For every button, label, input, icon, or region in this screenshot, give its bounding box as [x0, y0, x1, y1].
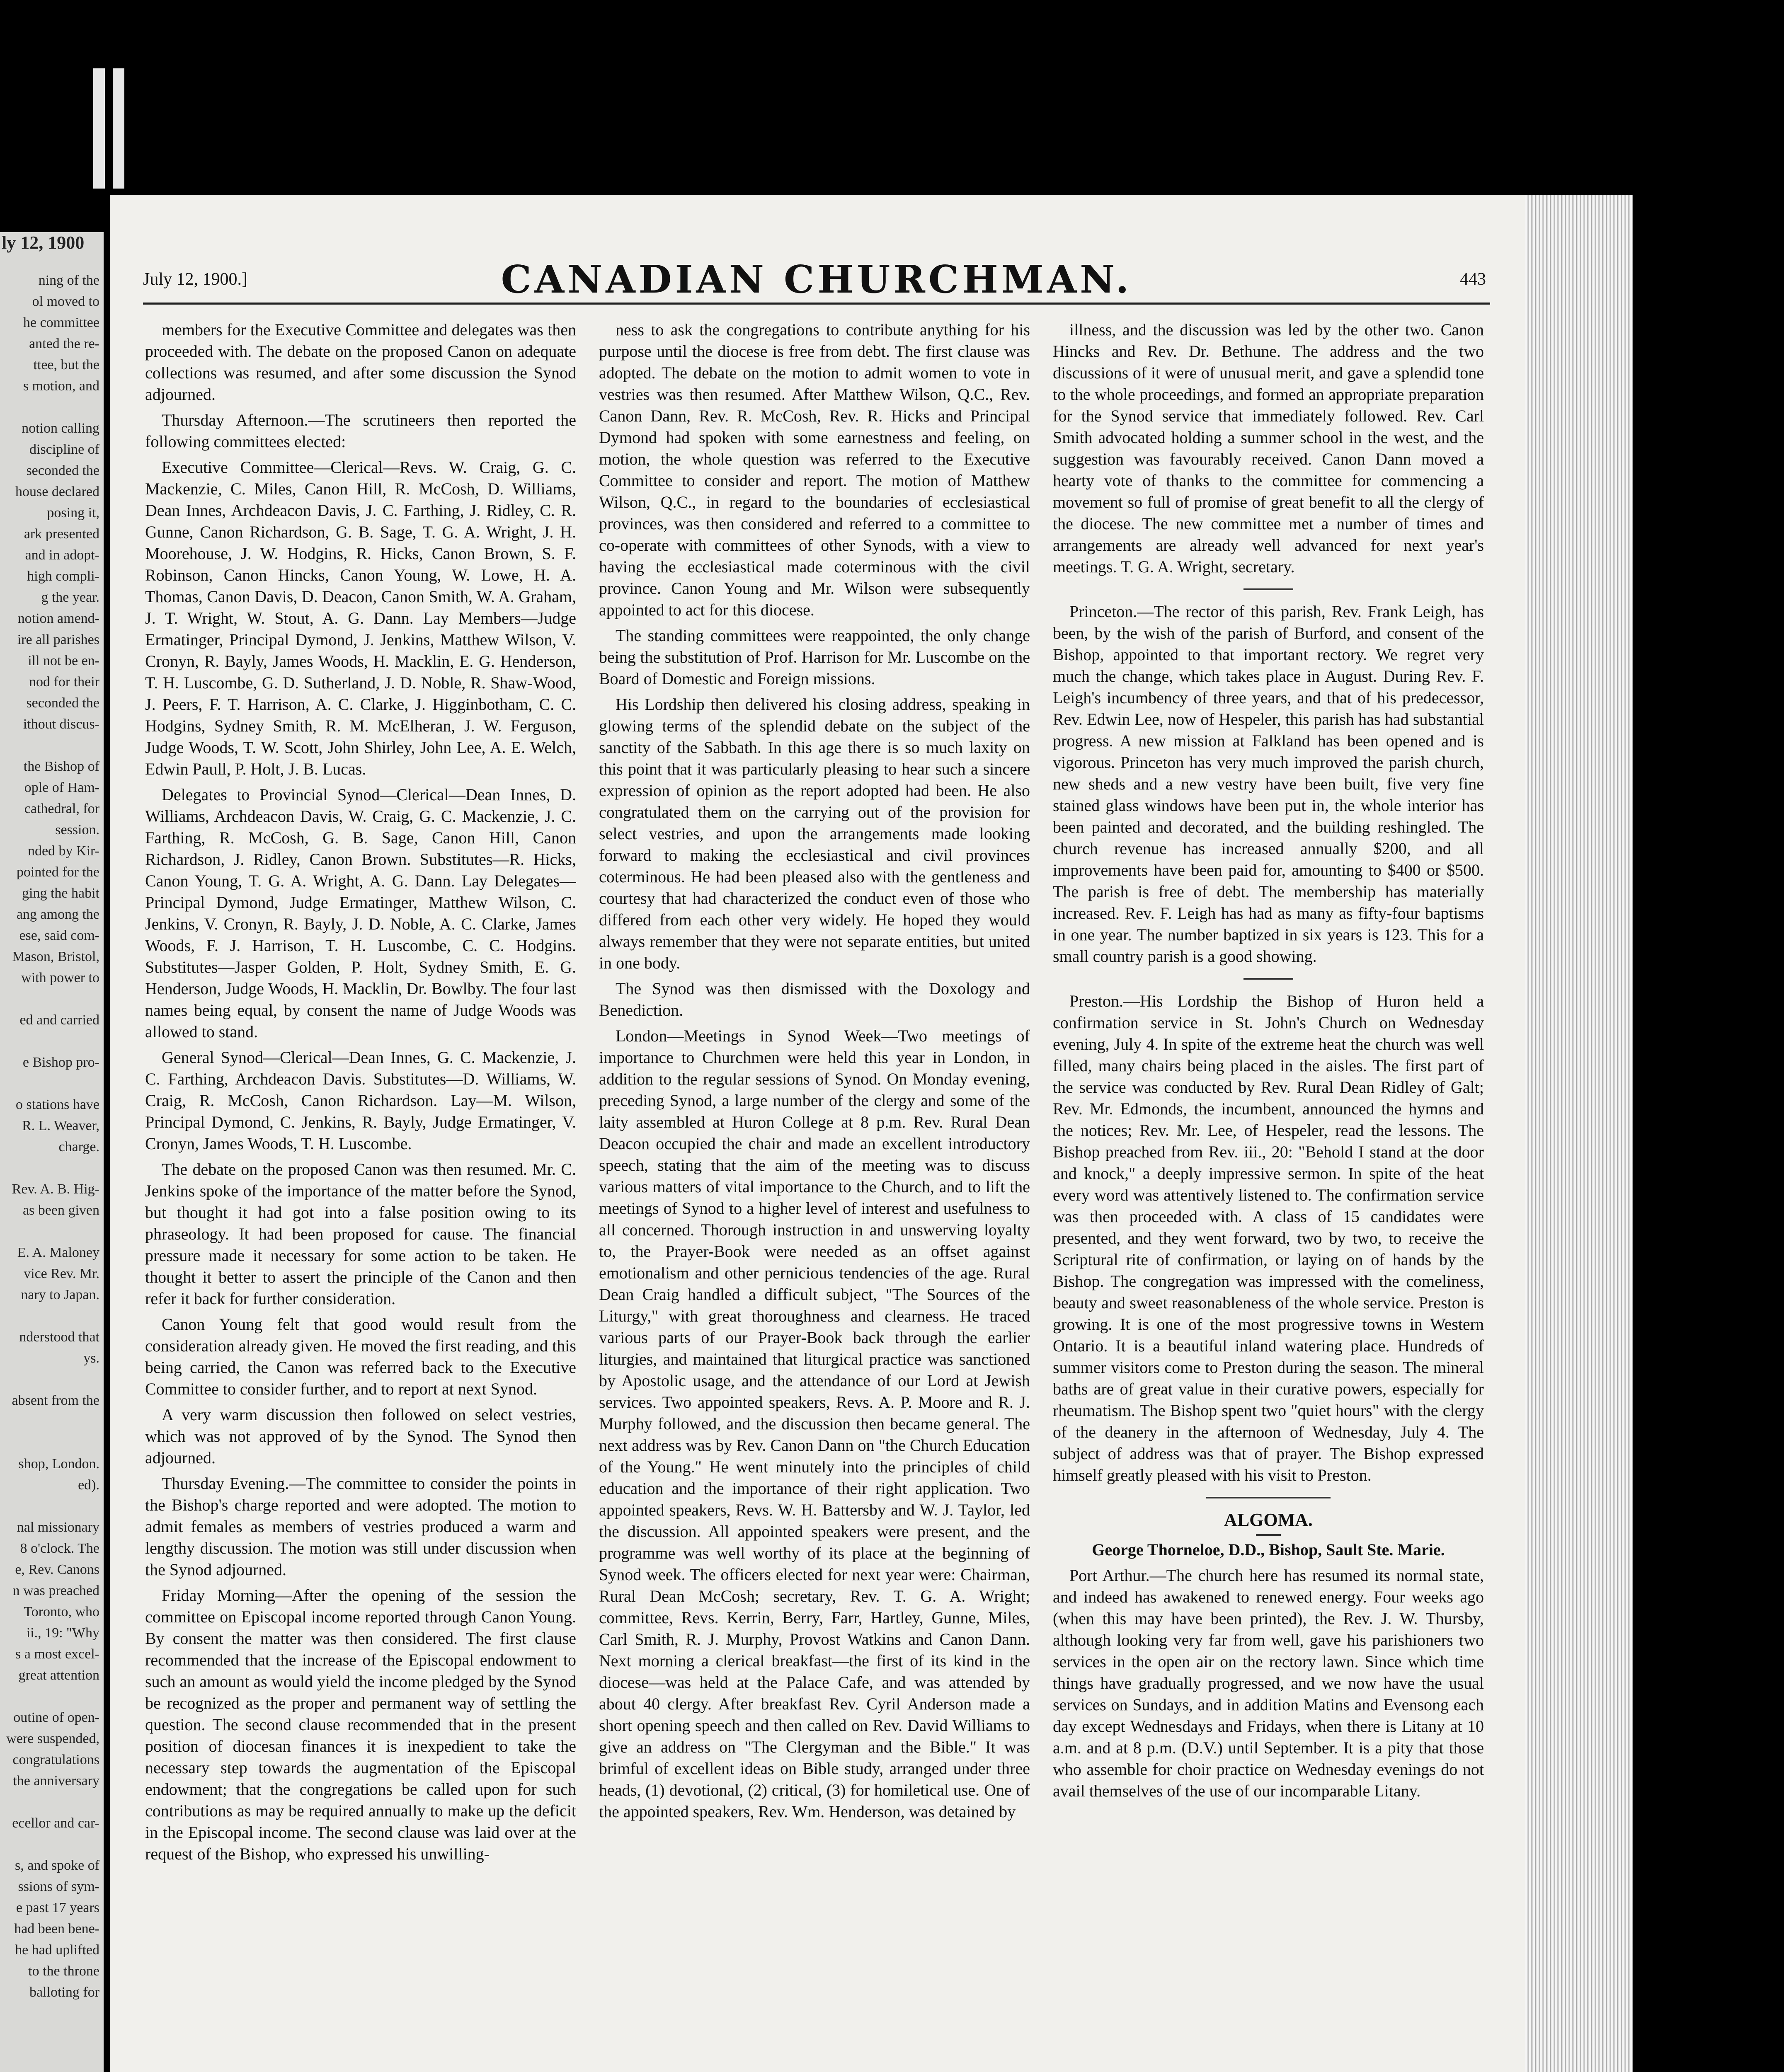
- left-page-fragment-line: [0, 1305, 104, 1326]
- left-page-fragment-line: Rev. A. B. Hig-: [12, 1181, 99, 1197]
- scanner-mark-top-left-1: [93, 68, 105, 189]
- left-page-fragment-line: ys.: [83, 1351, 99, 1366]
- left-page-fragment-line: [0, 1031, 104, 1052]
- left-page-fragment-line: [0, 1073, 104, 1094]
- left-page-fragment-line: nod for their: [29, 674, 99, 690]
- left-page-fragment-line: and in adopt-: [25, 547, 99, 563]
- section-divider: [1206, 1497, 1331, 1498]
- column-3-paragraph: Princeton.—The rector of this parish, Rev. Frank Leigh, has been, by the wish of the parish of Burford, and consent of the Bishop, appointed to that important rectory. We regret very much the change, which takes place in August. During Rev. F. Leigh's incumbency of three years, and that of his predecessor, Rev. Edwin Lee, now of Hespeler, this parish has had substantial progress. A new mission at Falkland has been opened and is vigorous. Princeton has very much improved the parish church, new sheds and a new vestry have been built, five very fine stained glass windows have been put in, the whole interior has been painted and decorated, and the building reshingled. The church revenue has increased annually $200, and all improvements have been paid for, amounting to $400 or $500. The parish is free of debt. The membership has materially increased. Rev. F. Leigh has had as many as fifty-four baptisms in one year. The number baptized in six years is 123. This for a small country parish is a good showing.: [1053, 602, 1484, 966]
- left-page-fragment-line: seconded the: [26, 463, 99, 478]
- column-1-paragraph: Executive Committee—Clerical—Revs. W. Craig, G. C. Mackenzie, C. Miles, Canon Hill, R. McCosh, D. Williams, Dean Innes, Archdeacon Davis, J. C. Farthing, J. Ridley, C. R. Gunne, Canon Richardson, G. B. Sage, T. G. A. Wright, J. H. Moorehouse, J. W. Hodgins, R. Hicks, Canon Brown, S. F. Robinson, Canon Hincks, Canon Young, W. Lowe, H. A. Thomas, Canon Davis, D. Deacon, Canon Smith, W. A. Graham, J. T. Wright, W. Stout, A. G. Dann. Lay Members—Judge Ermatinger, Principal Dymond, J. Jenkins, Matthew Wilson, V. Cronyn, R. Bayly, James Woods, H. Macklin, E. G. Henderson, T. H. Luscombe, G. D. Sutherland, J. D. Noble, R. Shaw-Wood, J. Peers, F. T. Harrison, A. C. Clarke, J. Higginbotham, C. C. Hodgins, Sydney Smith, R. M. McElheran, J. W. Ferguson, Judge Woods, T. W. Scott, John Shirley, John Lee, A. E. Welch, Edwin Paull, P. Holt, J. B. Lucas.: [145, 458, 576, 778]
- left-page-fragment-line: had been bene-: [14, 1921, 99, 1936]
- page-number: 443: [1460, 270, 1486, 289]
- column-1-paragraph: A very warm discussion then followed on select vestries, which was not approved of by the Synod. The Synod then adjourned.: [145, 1405, 576, 1467]
- left-page-fragment-line: s motion, and: [23, 378, 99, 394]
- left-page-fragment-line: E. A. Maloney: [17, 1245, 99, 1260]
- newspaper-page: [110, 195, 1525, 2072]
- left-page-fragment-line: absent from the: [12, 1393, 99, 1408]
- left-page-fragment-line: cathedral, for: [24, 801, 99, 816]
- left-page-fragment-line: ii., 19: "Why: [26, 1625, 99, 1641]
- column-1-paragraph: Canon Young felt that good would result from the consideration already given. He moved the first reading, and this being carried, the Canon was referred back to the Executive Committee to consider further, and to report at next Synod.: [145, 1315, 576, 1398]
- left-page-fragment-line: nded by Kir-: [27, 843, 99, 859]
- column-3-paragraph: Preston.—His Lordship the Bishop of Huron held a confirmation service in St. John's Church on Wednesday evening, July 4. In spite of the extreme heat the church was well filled, many chairs being placed in the aisles. The first part of the service was conducted by Rev. Rural Dean Ridley of Galt; Rev. Mr. Edmonds, the incumbent, announced the hymns and the notices; Rev. Mr. Lee, of Hespeler, read the lessons. The Bishop preached from Rev. iii., 20: "Behold I stand at the door and knock," a deeply impressive sermon. In spite of the heat every word was attentively listened to. The confirmation service was then proceeded with. A class of 15 candidates were presented, and they went forward, two by two, to receive the Scriptural rite of confirmation, or laying on of hands by the Bishop. The congregation was impressed with the comeliness, beauty and sweet reasonableness of the whole service. Preston is growing. It is one of the most progressive towns in Western Ontario. It is a beautiful inland watering place. Hundreds of summer visitors come to Preston during the season. The mineral baths are of great value in their curative powers, especially for rheumatism. The Bishop spent two "quiet hours" with the clergy of the deanery in the afternoon of Wednesday, July 4. The subject of address was that of prayer. The Bishop expressed himself greatly pleased with his visit to Preston.: [1053, 992, 1484, 1484]
- issue-date: July 12, 1900.]: [143, 270, 247, 289]
- left-page-fragment-line: [0, 1411, 104, 1432]
- left-page-fragment-line: seconded the: [26, 695, 99, 711]
- left-page-fragment-line: ging the habit: [22, 886, 99, 901]
- left-page-fragment-line: s, and spoke of: [15, 1858, 99, 1873]
- left-page-fragment-line: congratulations: [12, 1752, 99, 1767]
- column-1-paragraph: Friday Morning—After the opening of the session the committee on Episcopal income reported through Canon Young. By consent the matter was then considered. The first clause recommended that the increase of the Episcopal endowment to such an amount as would yield the income pledged by the Synod be recognized as the proper and permanent way of settling the question. The second clause recommended that in the present position of diocesan finances it is inexpedient to take the necessary step towards the augmentation of the Episcopal endowment; that the congregations be called upon for such contributions as may be required annually to make up the deficit in the Episcopal income. The second clause was laid over at the request of the Bishop, who expressed his unwilling-: [145, 1586, 576, 1863]
- section-heading: ALGOMA.: [1224, 1510, 1313, 1530]
- left-page-fragment-line: notion amend-: [17, 611, 99, 626]
- left-page-fragment-line: ithout discus-: [23, 716, 99, 732]
- left-page-fragment-line: [0, 397, 104, 418]
- left-page-fragment-line: e Bishop pro-: [22, 1055, 99, 1070]
- column-2: [599, 319, 1030, 2072]
- column-3: [1053, 319, 1484, 2072]
- left-page-fragment-line: the Bishop of: [23, 759, 99, 774]
- column-2-paragraph: ness to ask the congregations to contribute anything for his purpose until the diocese is free from debt. The first clause was adopted. The debate on the motion to admit women to vote in vestries was then resumed. After Matthew Wilson, Q.C., Rev. Canon Dann, Rev. R. McCosh, Rev. R. Hicks and Principal Dymond had spoken with some earnestness and feeling, on motion, the whole question was referred to the Executive Committee to consider and report. The motion of Matthew Wilson, Q.C., in regard to the boundaries of ecclesiastical provinces, was then considered and referred to a committee to co-operate with committees of other Synods, with a view to having the ecclesiastical made coterminous with the civil province. Canon Young and Mr. Wilson were subsequently appointed to act for this diocese.: [599, 320, 1030, 619]
- left-page-fragment-line: o stations have: [15, 1097, 99, 1112]
- left-facing-page: [0, 232, 104, 2072]
- left-page-fragment-line: notion calling: [22, 421, 99, 436]
- left-page-fragment-line: R. L. Weaver,: [22, 1118, 99, 1133]
- scanner-mark-top-left-2: [113, 68, 124, 189]
- masthead-title: CANADIAN CHURCHMAN.: [501, 257, 1132, 302]
- column-1-paragraph: Thursday Evening.—The committee to consider the points in the Bishop's charge reported and were adopted. The motion to admit females as members of vestries produced a warm and lengthy discussion. The motion was still under discussion when the Synod adjourned.: [145, 1474, 576, 1579]
- section-divider: [1256, 1534, 1281, 1536]
- left-page-fragment-line: shop, London.: [18, 1456, 99, 1472]
- left-page-fragment-line: ire all parishes: [17, 632, 99, 647]
- left-page-fragment-line: pointed for the: [16, 864, 99, 880]
- left-page-fragment-line: g the year.: [41, 590, 99, 605]
- left-page-fragment-line: n was preached: [12, 1583, 99, 1598]
- column-1-paragraph: members for the Executive Committee and delegates was then proceeded with. The debate on the proposed Canon on adequate collections was resumed, and after some discussion the Synod adjourned.: [145, 320, 576, 404]
- column-2-paragraph: His Lordship then delivered his closing address, speaking in glowing terms of the splendid debate on the subject of the sanctity of the Sabbath. In this age there is so much laxity on this point that it was particularly pleasing to hear such a sincere expression of opinion as the report adopted had been. He also congratulated them on the carrying out of the provision for select vestries, and upon the arrangements made looking forward to making the ecclesiastical and civil provinces coterminous. He had been pleased also with the gentleness and courtesy that had characterized the conduct even of those who differed from each other very widely. He hoped they would always remember that they were not separate entities, but united in one body.: [599, 695, 1030, 972]
- left-page-fragment-line: high compli-: [27, 569, 99, 584]
- left-page-fragment-line: he had uplifted: [15, 1942, 99, 1958]
- left-page-fragment-line: [0, 1496, 104, 1517]
- left-page-fragment-line: [0, 1791, 104, 1813]
- column-3-paragraph: Port Arthur.—The church here has resumed its normal state, and indeed has awakened to renewed energy. Four weeks ago (when this may have been printed), the Rev. J. W. Thursby, although looking very far from well, gave his parishioners two services in the open air on the rectory lawn. Since which time things have gradually progressed, and we now have the usual services on Sundays, and in addition Matins and Evensong each day except Wednesdays and Fridays, when there is Litany at 10 a.m. and at 8 p.m. (D.V.) until September. It is a pity that those who assemble for choir practice on Wednesday evenings do not avail themselves of the use of our incomparable Litany.: [1053, 1566, 1484, 1800]
- column-1-paragraph: Thursday Afternoon.—The scrutineers then reported the following committees elected:: [145, 411, 576, 451]
- left-page-fragment-line: ed).: [78, 1477, 99, 1493]
- left-page-fragment-line: ttee, but the: [33, 357, 99, 373]
- left-page-fragment-line: ning of the: [38, 273, 99, 288]
- left-page-fragment-line: anted the re-: [29, 336, 99, 351]
- column-2-paragraph: London—Meetings in Synod Week—Two meetings of importance to Churchmen were held this year in London, in addition to the regular sessions of Synod. On Monday evening, preceding Synod, a large number of the clergy and some of the laity assembled at Huron College at 8 p.m. Rev. Rural Dean Deacon occupied the chair and made an excellent introductory speech, stating that the aim of the meeting was to discuss various matters of vital importance to the Church, and to lift the meetings of Synod to a higher level of interest and usefulness to all concerned. Thorough instruction in and unswerving loyalty to, the Prayer-Book were needed as an offset against emotionalism and other pernicious tendencies of the age. Rural Dean Craig handled a difficult subject, "The Sources of the Liturgy," with great thoroughness and clearness. He traced various parts of our Prayer-Book back through the earlier liturgies, and maintained that liturgical practice was sanctioned by Apostolic usage, and the attendance of our Lord at Jewish services. Two appointed speakers, Revs. A. P. Moore and R. J. Murphy followed, and the discussion then became general. The next address was by Rev. Canon Dann on "the Church Education of the Young." He went minutely into the principles of child education and the importance of their right application. Two appointed speakers, Revs. W. H. Battersby and W. J. Taylor, led the discussion. All appointed speakers were present, and the programme was well worthy of its place at the beginning of Synod week. The officers elected for next year were: Chairman, Rural Dean McCosh; secretary, Rev. T. G. A. Wright; committee, Revs. Kerrin, Berry, Farr, Hartley, Gunne, Miles, Carl Smith, R. J. Murphy, Provost Watkins and Canon Dann. Next morning a clerical breakfast—the first of its kind in the diocese—was held at the Palace Cafe, and was attended by about 40 clergy. After breakfast Rev. Cyril Anderson made a short opening speech and then called on Rev. David Williams to give an address on "The Clergyman and the Bible." It was brimful of excellent ideas on Bible study, arranged under three heads, (1) devotional, (2) critical, (3) for homiletical use. One of the appointed speakers, Rev. Wm. Henderson, was detained by: [599, 1026, 1030, 1821]
- left-page-fragment-line: vice Rev. Mr.: [24, 1266, 99, 1281]
- left-page-fragment-line: ol moved to: [32, 294, 99, 309]
- left-page-fragment-line: ecellor and car-: [12, 1815, 99, 1831]
- left-page-fragment-line: ssions of sym-: [18, 1879, 99, 1894]
- left-page-fragment-line: nderstood that: [19, 1329, 99, 1345]
- page-header: [143, 253, 1490, 307]
- left-page-fragment-line: the anniversary: [13, 1773, 99, 1789]
- column-1-paragraph: General Synod—Clerical—Dean Innes, G. C. Mackenzie, J. C. Farthing, Archdeacon Davis. Substitutes—D. Williams, W. Craig, R. McCosh, Canon Richardson. Lay—M. Wilson, Principal Dymond, C. Jenkins, R. Bayly, Judge Ermatinger, V. Cronyn, James Woods, T. H. Luscombe.: [145, 1048, 576, 1153]
- left-page-fragment-line: [0, 1369, 104, 1390]
- left-page-fragment-line: posing it,: [47, 505, 99, 520]
- left-page-fragment-line: to the throne: [28, 1963, 99, 1979]
- left-page-fragment-line: Toronto, who: [24, 1604, 99, 1619]
- left-page-fragment-line: s a most excel-: [15, 1646, 99, 1662]
- left-page-fragment-line: great attention: [18, 1668, 99, 1683]
- left-page-fragment-line: house declared: [15, 484, 99, 499]
- left-page-fragment-line: ed and carried: [19, 1012, 99, 1028]
- left-page-fragment-line: [0, 1834, 104, 1855]
- left-page-fragment-line: ark presented: [24, 526, 99, 542]
- left-page-fragment-line: outine of open-: [13, 1710, 99, 1725]
- left-page-fragment-line: e, Rev. Canons: [15, 1562, 99, 1577]
- left-page-fragment-line: [0, 988, 104, 1009]
- column-1: [145, 319, 576, 2072]
- left-page-fragments: [0, 270, 104, 2003]
- left-page-fragment-line: Mason, Bristol,: [12, 949, 99, 964]
- left-page-fragment-line: he committee: [23, 315, 99, 330]
- section-divider: [1243, 588, 1293, 590]
- left-page-fragment-line: as been given: [22, 1203, 99, 1218]
- left-page-fragment-line: [0, 1221, 104, 1242]
- column-1-paragraph: The debate on the proposed Canon was then resumed. Mr. C. Jenkins spoke of the importance of the matter before the Synod, but thought it had got into a false position owing to its phraseology. It had been proposed for cause. The financial pressure made it necessary for some action to be taken. He thought it better to assert the principle of the Canon and then refer it back for further consideration.: [145, 1160, 576, 1308]
- left-page-fragment-line: session.: [55, 822, 99, 838]
- left-page-fragment-line: discipline of: [29, 442, 99, 457]
- left-page-fragment-line: charge.: [58, 1139, 99, 1155]
- left-page-fragment-line: [0, 1686, 104, 1707]
- column-1-paragraph: Delegates to Provincial Synod—Clerical—Dean Innes, D. Williams, Archdeacon Davis, W. Craig, G. C. Mackenzie, J. C. Farthing, R. McCosh, G. B. Sage, Canon Hill, Canon Richardson, J. Ridley, Canon Brown. Substitutes—R. Hicks, Canon Young, T. G. A. Wright, A. G. Dann. Lay Delegates—Principal Dymond, Judge Ermatinger, Matthew Wilson, C. Jenkins, V. Cronyn, R. Bayly, J. D. Noble, A. C. Clarke, James Woods, F. J. Harrison, T. H. Luscombe, C. C. Hodgins. Substitutes—Jasper Golden, P. Holt, Sydney Smith, E. G. Henderson, Judge Woods, H. Macklin, Dr. Bowlby. The four last names being equal, by consent the name of Judge Woods was allowed to stand.: [145, 785, 576, 1041]
- left-page-fragment-line: ill not be en-: [28, 653, 99, 668]
- left-page-fragment-line: ang among the: [16, 907, 99, 922]
- left-page-fragment-line: e past 17 years: [16, 1900, 99, 1915]
- column-3-paragraph: illness, and the discussion was led by the other two. Canon Hincks and Rev. Dr. Bethune. The address and the two discussions of it were of unusual merit, and gave a splendid tone to the whole proceedings, and formed an appropriate preparation for the Synod service that immediately followed. Rev. Carl Smith advocated holding a summer school in the west, and the suggestion was favourably received. Canon Dann moved a hearty vote of thanks to the committee for commencing a movement so full of promise of great benefit to all the clergy of the diocese. The new committee met a number of times and arrangements are already well advanced for next year's meetings. T. G. A. Wright, secretary.: [1053, 320, 1484, 576]
- left-page-fragment-line: with power to: [21, 970, 99, 985]
- column-2-paragraph: The Synod was then dismissed with the Doxology and Benediction.: [599, 979, 1030, 1019]
- left-page-fragment-line: [0, 1157, 104, 1179]
- left-page-fragment-line: 8 o'clock. The: [20, 1541, 99, 1556]
- column-2-paragraph: The standing committees were reappointed, the only change being the substitution of Prof. Harrison for Mr. Luscombe on the Board of Domestic and Foreign missions.: [599, 626, 1030, 688]
- left-page-fragment-line: nary to Japan.: [21, 1287, 99, 1302]
- header-rule: [143, 303, 1490, 305]
- left-page-fragment-line: [0, 735, 104, 756]
- left-page-fragment-line: nal missionary: [17, 1520, 99, 1535]
- bishop-line: George Thorneloe, D.D., Bishop, Sault Ste. Marie.: [1092, 1540, 1445, 1559]
- page-edges: [1525, 195, 1633, 2072]
- left-page-fragment-line: [0, 1432, 104, 1453]
- left-page-fragment-line: ople of Ham-: [24, 780, 99, 795]
- left-page-fragment-line: were suspended,: [6, 1731, 99, 1746]
- left-page-fragment-line: balloting for: [29, 1985, 99, 2000]
- left-page-fragment-line: ese, said com-: [19, 928, 99, 943]
- section-divider: [1243, 978, 1293, 980]
- left-page-header: ly 12, 1900: [2, 232, 85, 253]
